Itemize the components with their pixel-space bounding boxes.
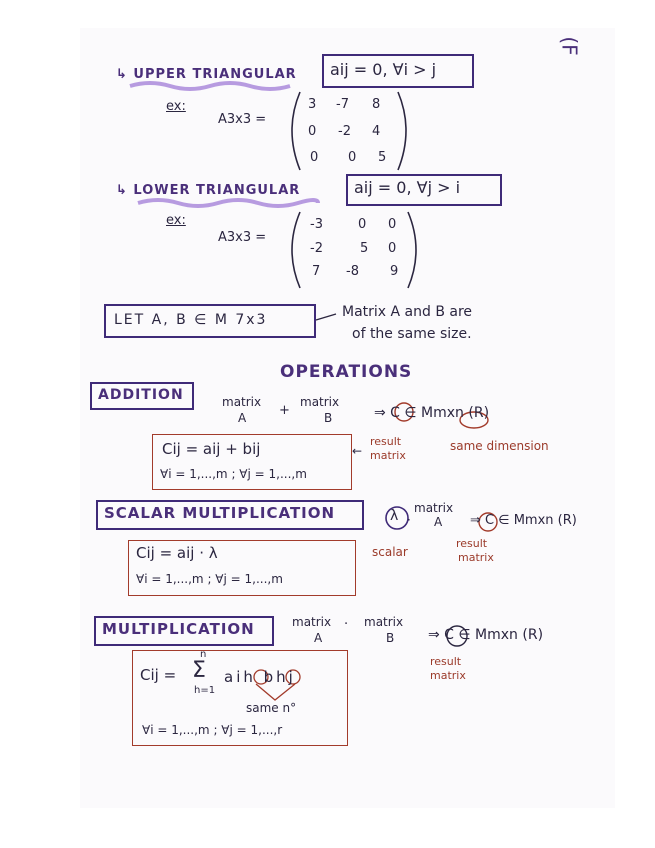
- lower-cell: 9: [390, 264, 399, 279]
- addition-note-dimension: same dimension: [450, 439, 549, 453]
- upper-cell: 0: [308, 124, 317, 139]
- mult-note-matrix: matrix: [430, 669, 466, 682]
- lower-cell: -3: [310, 217, 323, 232]
- scalar-formula: Cij = aij · λ: [136, 544, 218, 562]
- mult-matrix-b-name: B: [386, 631, 395, 645]
- lower-cell: 7: [312, 264, 321, 279]
- mult-dot: ·: [344, 617, 349, 632]
- addition-arrow: ←: [352, 444, 363, 458]
- lower-cell: 0: [388, 241, 397, 256]
- mult-sum-upper: n: [200, 649, 207, 660]
- lower-cell: 0: [358, 217, 367, 232]
- let-note-line1: Matrix A and B are: [342, 304, 473, 320]
- mult-note-result: result: [430, 655, 462, 668]
- upper-cell: 0: [348, 150, 357, 165]
- scalar-lambda: λ: [390, 508, 399, 524]
- addition-matrix-b-label: matrix: [300, 395, 340, 409]
- scalar-matrix-name: A: [434, 515, 443, 529]
- addition-range: ∀i = 1,...,m ; ∀j = 1,...,m: [160, 467, 307, 481]
- addition-formula: Cij = aij + bij: [162, 440, 261, 458]
- lower-condition: aij = 0, ∀j > i: [354, 178, 461, 197]
- mult-matrix-b-label: matrix: [364, 615, 404, 629]
- addition-result: ⇒ C ∈ Mmxn (R): [374, 405, 490, 421]
- scalar-matrix-label: matrix: [414, 501, 454, 515]
- let-note-line2: of the same size.: [352, 326, 472, 342]
- mult-matrix-a-label: matrix: [292, 615, 332, 629]
- lower-cell: -8: [346, 264, 359, 279]
- lower-matrix-name: A3x3 =: [218, 230, 267, 245]
- scalar-note-matrix: matrix: [458, 551, 494, 564]
- upper-cell: 8: [372, 97, 381, 112]
- upper-matrix-name: A3x3 =: [218, 112, 267, 127]
- lower-cell: 5: [360, 241, 369, 256]
- upper-cell: 0: [310, 150, 319, 165]
- upper-heading: ↳ UPPER TRIANGULAR: [116, 67, 297, 82]
- scalar-title: SCALAR MULTIPLICATION: [104, 504, 336, 522]
- scalar-note-scalar: scalar: [372, 545, 408, 559]
- lower-cell: -2: [310, 241, 323, 256]
- mult-sigma: Σ: [192, 658, 206, 683]
- upper-cell: 5: [378, 150, 387, 165]
- mult-same-index-note: same n°: [246, 701, 297, 715]
- addition-note-result: result: [370, 435, 402, 448]
- mult-matrix-a-name: A: [314, 631, 323, 645]
- scalar-note-result: result: [456, 537, 488, 550]
- let-statement: LET A, B ∈ M 7x3: [114, 312, 268, 328]
- scalar-range: ∀i = 1,...,m ; ∀j = 1,...,m: [136, 572, 283, 586]
- mult-sum-lower: h=1: [194, 685, 216, 696]
- upper-condition: aij = 0, ∀i > j: [330, 60, 437, 79]
- addition-plus: +: [279, 403, 290, 418]
- mult-result: ⇒ C ∈ Mmxn (R): [428, 627, 544, 643]
- addition-matrix-b-name: B: [324, 411, 333, 425]
- scalar-result: ⇒ C ∈ Mmxn (R): [470, 513, 577, 528]
- addition-matrix-a-label: matrix: [222, 395, 262, 409]
- mult-formula-terms: aih bhj: [224, 668, 296, 686]
- operations-title: OPERATIONS: [280, 362, 413, 382]
- mult-title: MULTIPLICATION: [102, 620, 255, 638]
- lower-cell: 0: [388, 217, 397, 232]
- lower-ex-label: ex:: [166, 213, 186, 228]
- upper-ex-label: ex:: [166, 99, 186, 114]
- scalar-dot: ·: [407, 513, 411, 527]
- upper-cell: -2: [338, 124, 351, 139]
- addition-note-matrix: matrix: [370, 449, 406, 462]
- upper-cell: 3: [308, 97, 317, 112]
- mult-formula-lhs: Cij =: [140, 666, 177, 684]
- mult-range: ∀i = 1,...,m ; ∀j = 1,...,r: [142, 723, 283, 737]
- upper-cell: -7: [336, 97, 349, 112]
- addition-title: ADDITION: [98, 387, 184, 403]
- addition-matrix-a-name: A: [238, 411, 247, 425]
- lower-heading: ↳ LOWER TRIANGULAR: [116, 183, 301, 198]
- upper-cell: 4: [372, 124, 381, 139]
- page-mark: (F: [557, 36, 582, 56]
